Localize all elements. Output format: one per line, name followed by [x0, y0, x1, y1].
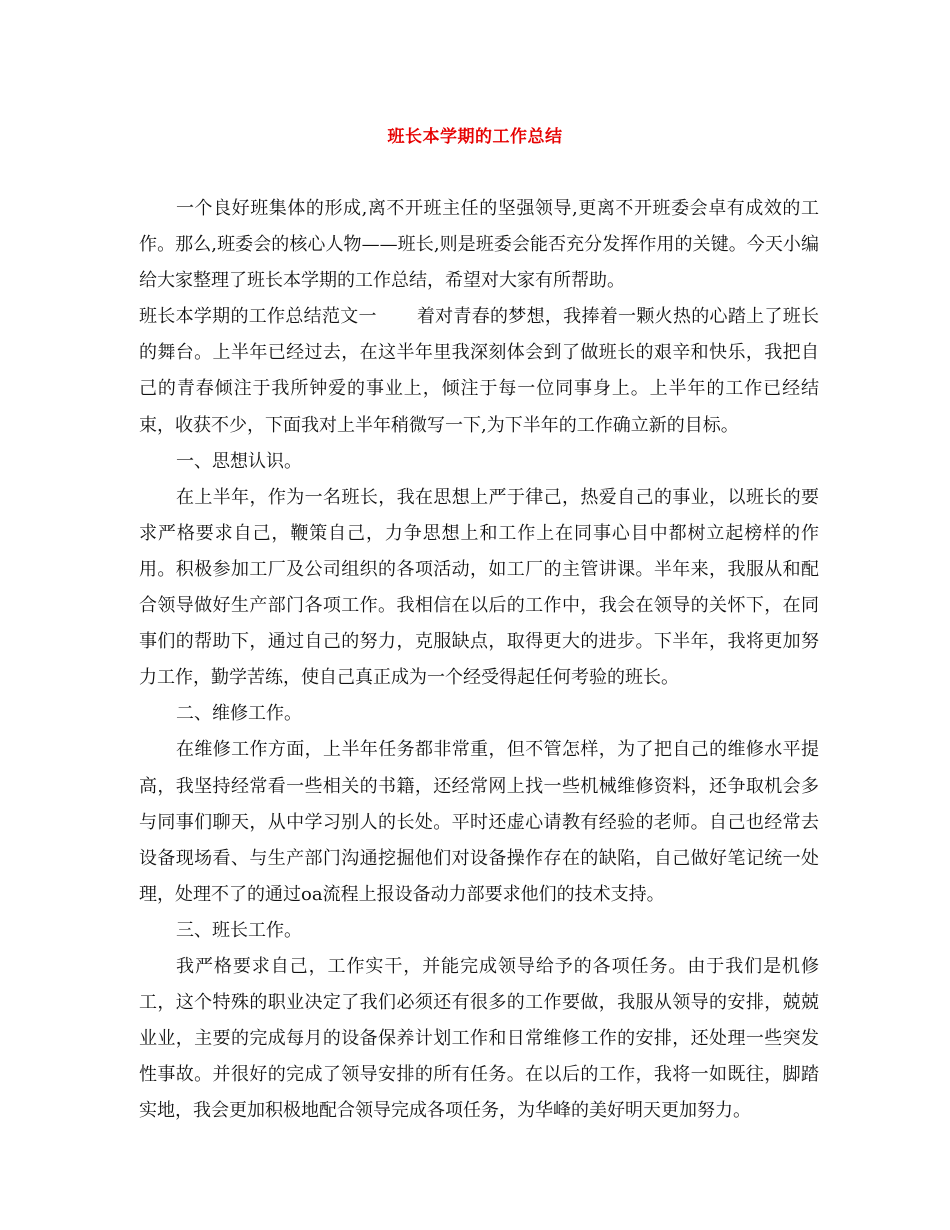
section-paragraph: 在维修工作方面，上半年任务都非常重，但不管怎样，为了把自己的维修水平提高，我坚持经常看一些相关的书籍，还经常网上找一些机械维修资料，还争取机会多与同事们聊天，从中学习别人的长处。平时还虚心请教有经验的老师。自己也经常去设备现场看、与生产部门沟通挖掘他们对设备操作存在的缺陷，自己做好笔记统一处理，处理不了的通过oa流程上报设备动力部要求他们的技术支持。 — [139, 739, 819, 905]
section-paragraph: 我严格要求自己，工作实干，并能完成领导给予的各项任务。由于我们是机修工，这个特殊的职业决定了我们必须还有很多的工作要做，我服从领导的安排，兢兢业业，主要的完成每月的设备保养计划工作和日常维修工作的安排，还处理一些突发性事故。并很好的完成了领导安排的所有任务。在以后的工作，我将一如既往，脚踏实地，我会更加积极地配合领导完成各项任务，为华峰的美好明天更加努力。 — [139, 955, 819, 1122]
intro-paragraph: 一个良好班集体的形成,离不开班主任的坚强领导,更离不开班委会卓有成效的工作。那么,班委会的核心人物——班长,则是班委会能否充分发挥作用的关键。今天小编给大家整理了班长本学期的工作总结，希望对大家有所帮助。 — [139, 198, 819, 292]
sample-heading: 班长本学期的工作总结范文一 — [139, 306, 377, 328]
section-paragraph: 在上半年，作为一名班长，我在思想上严于律己，热爱自己的事业，以班长的要求严格要求自己，鞭策自己，力争思想上和工作上在同事心目中都树立起榜样的作用。积极参加工厂及公司组织的各项活动，如工厂的主管讲课。半年来，我服从和配合领导做好生产部门各项工作。我相信在以后的工作中，我会在领导的关怀下，在同事们的帮助下，通过自己的努力，克服缺点，取得更大的进步。下半年，我将更加努力工作，勤学苦练，使自己真正成为一个经受得起任何考验的班长。 — [139, 486, 819, 689]
section-heading: 二、维修工作。 — [176, 703, 302, 725]
section-heading: 三、班长工作。 — [176, 919, 302, 941]
section-heading: 一、思想认识。 — [176, 450, 302, 472]
document-title: 班长本学期的工作总结 — [387, 127, 563, 147]
sample-intro-text: 着对青春的梦想，我捧着一颗火热的心踏上了班长的舞台。上半年已经过去，在这半年里我深刻体会到了做班长的艰辛和快乐，我把自己的青春倾注于我所钟爱的事业上，倾注于每一位同事身上。上半年的工作已经结束，收获不少，下面我对上半年稍微写一下,为下半年的工作确立新的目标。 — [139, 306, 820, 436]
document-body — [139, 191, 819, 1129]
sample-paragraph — [139, 299, 819, 443]
